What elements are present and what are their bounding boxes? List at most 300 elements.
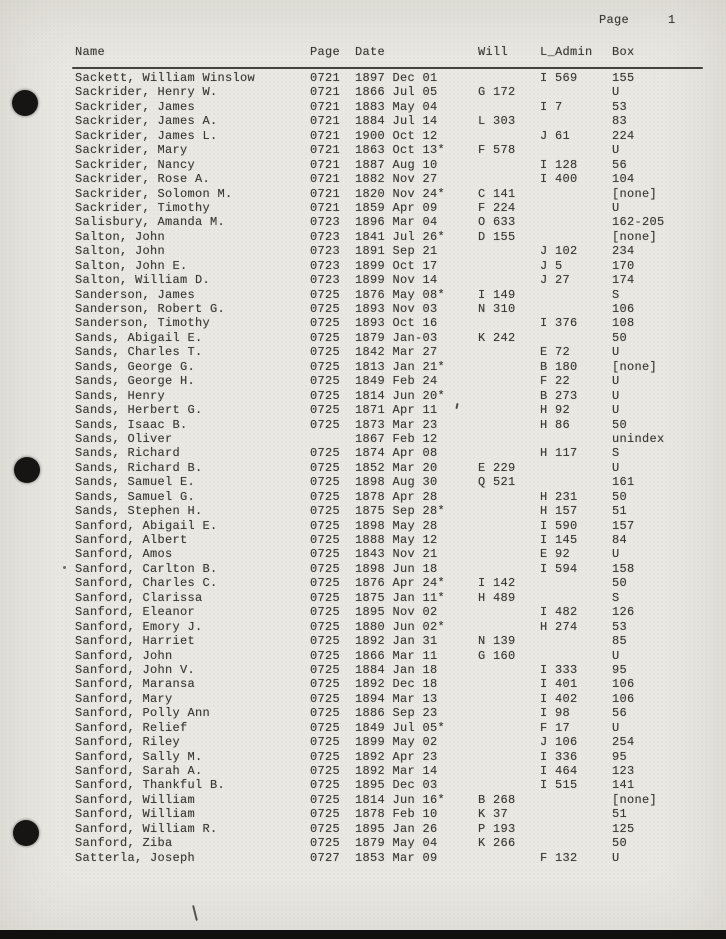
cell-will: F 224 [478, 200, 516, 215]
cell-will [478, 764, 540, 778]
cell-will [478, 360, 540, 374]
table-row [75, 244, 712, 258]
cell-box: 50 [612, 417, 628, 432]
cell-box: 84 [612, 533, 628, 547]
cell-date: 1898 Jun 18 [355, 561, 438, 576]
table-row [75, 793, 712, 807]
cell-name: Sands, George H. [75, 374, 196, 389]
cell-date: 1859 Apr 09 [355, 200, 438, 215]
page-label: Page [599, 13, 630, 27]
cell-name: Sackrider, Nancy [75, 157, 196, 172]
cell-date: 1814 Jun 16* [355, 792, 446, 807]
table-row [75, 215, 712, 229]
cell-date: 1878 Feb 10 [355, 807, 438, 822]
cell-page: 0725 [310, 706, 341, 721]
cell-will [478, 273, 540, 287]
cell-page: 0725 [310, 359, 341, 374]
cell-name: Sanford, Thankful B. [75, 778, 226, 793]
stray-pen-mark [192, 905, 198, 921]
cell-name: Sands, Charles T. [75, 345, 203, 360]
cell-page: 0725 [310, 807, 341, 822]
cell-page: 0723 [310, 244, 341, 259]
cell-box: 106 [612, 302, 635, 316]
cell-will [478, 418, 540, 432]
cell-admin: J 5 [540, 258, 563, 273]
cell-admin [540, 114, 612, 128]
cell-name: Sands, Samuel E. [75, 475, 196, 490]
table-row [75, 490, 712, 504]
table-row [75, 533, 712, 547]
cell-admin: H 117 [540, 446, 578, 461]
table-row [75, 706, 712, 720]
cell-page: 0725 [310, 460, 341, 475]
cell-page: 0725 [310, 302, 341, 316]
stray-ink-dot [63, 566, 66, 569]
table-row [75, 158, 712, 172]
table-row [75, 403, 712, 417]
cell-name: Sanford, John V. [75, 662, 196, 677]
table-row [75, 432, 712, 446]
cell-box: 106 [612, 691, 635, 706]
cell-date: 1863 Oct 13* [355, 143, 446, 158]
cell-will: N 139 [478, 634, 516, 649]
cell-name: Sands, George G. [75, 359, 196, 374]
table-row [75, 259, 712, 273]
cell-will: N 310 [478, 302, 516, 316]
cell-box: 126 [612, 605, 635, 620]
cell-box: 125 [612, 821, 635, 836]
table-row [75, 273, 712, 287]
cell-page: 0725 [310, 330, 341, 345]
cell-name: Sackrider, James [75, 99, 196, 114]
cell-date: 1895 Jan 26 [355, 821, 438, 836]
table-row [75, 851, 712, 865]
table-row [75, 822, 712, 836]
page-number: 1 [668, 13, 676, 27]
cell-page: 0725 [310, 403, 341, 418]
cell-page: 0727 [310, 850, 341, 865]
table-row [75, 302, 712, 316]
cell-admin: J 27 [540, 273, 571, 288]
cell-box: 224 [612, 128, 635, 143]
cell-name: Sackrider, Henry W. [75, 85, 218, 100]
cell-date: 1892 Dec 18 [355, 677, 438, 692]
cell-admin: I 128 [540, 157, 578, 172]
cell-box: 50 [612, 836, 628, 851]
cell-box: 56 [612, 157, 628, 172]
cell-page: 0725 [310, 691, 341, 706]
cell-page: 0721 [310, 99, 341, 114]
cell-will: L 303 [478, 114, 516, 129]
cell-will [478, 677, 540, 691]
cell-name: Sands, Stephen H. [75, 504, 203, 519]
cell-admin: E 72 [540, 345, 571, 360]
cell-page: 0721 [310, 128, 341, 143]
table-row [75, 591, 712, 605]
cell-date: 1814 Jun 20* [355, 388, 446, 403]
cell-admin: I 594 [540, 561, 578, 576]
cell-box: U [612, 720, 620, 735]
cell-date: 1895 Dec 03 [355, 778, 438, 793]
cell-date: 1896 Mar 04 [355, 215, 438, 230]
cell-date: 1892 Apr 23 [355, 749, 438, 764]
cell-name: Sands, Herbert G. [75, 403, 203, 418]
cell-admin: H 274 [540, 619, 578, 634]
cell-box: 50 [612, 330, 628, 345]
column-header-will: Will [478, 45, 509, 59]
cell-page: 0725 [310, 720, 341, 735]
cell-will [478, 778, 540, 792]
cell-box: 51 [612, 807, 628, 822]
cell-page: 0725 [310, 619, 341, 634]
cell-date: 1871 Apr 11 [355, 403, 438, 418]
cell-will: K 266 [478, 836, 516, 851]
cell-date: 1853 Mar 09 [355, 850, 438, 865]
cell-box: U [612, 85, 620, 100]
cell-will: K 37 [478, 807, 509, 822]
cell-will [478, 389, 540, 403]
cell-page: 0725 [310, 778, 341, 793]
cell-name: Sanford, Sarah A. [75, 764, 203, 778]
cell-box: U [612, 403, 620, 418]
cell-will [478, 519, 540, 533]
cell-box: 254 [612, 735, 635, 750]
cell-name: Sanderson, Timothy [75, 316, 211, 331]
cell-date: 1899 Nov 14 [355, 273, 438, 288]
cell-date: 1898 Aug 30 [355, 475, 438, 490]
table-row [75, 807, 712, 821]
cell-name: Sands, Richard B. [75, 460, 203, 475]
cell-date: 1876 May 08* [355, 287, 446, 302]
table-row [75, 504, 712, 518]
cell-will [478, 158, 540, 172]
cell-name: Salton, John [75, 244, 166, 259]
cell-will [478, 432, 540, 446]
cell-will [478, 71, 540, 85]
cell-name: Sands, Oliver [75, 431, 173, 446]
cell-page: 0725 [310, 287, 341, 302]
records-table-body [75, 71, 712, 865]
column-header-page: Page [310, 45, 341, 59]
cell-page: 0721 [310, 85, 341, 100]
hole-punch-icon [14, 457, 40, 483]
cell-box: U [612, 648, 620, 663]
cell-will: K 242 [478, 330, 516, 345]
cell-will [478, 259, 540, 273]
cell-will: D 155 [478, 229, 516, 244]
cell-page: 0725 [310, 518, 341, 533]
cell-page: 0725 [310, 677, 341, 692]
cell-page: 0725 [310, 345, 341, 360]
cell-name: Sands, Samuel G. [75, 489, 196, 504]
cell-date: 1888 May 12 [355, 533, 438, 547]
table-row [75, 721, 712, 735]
cell-admin: E 92 [540, 547, 571, 562]
cell-date: 1876 Apr 24* [355, 576, 446, 591]
cell-page: 0725 [310, 547, 341, 562]
cell-admin [540, 461, 612, 475]
hole-punch-icon [12, 90, 38, 116]
cell-page: 0721 [310, 114, 341, 129]
cell-admin: F 22 [540, 374, 571, 389]
cell-admin: I 464 [540, 764, 578, 778]
cell-date: 1892 Mar 14 [355, 764, 438, 778]
page-number-line [0, 13, 726, 28]
cell-date: 1898 May 28 [355, 518, 438, 533]
table-row [75, 389, 712, 403]
cell-will: F 578 [478, 143, 516, 158]
table-row [75, 114, 712, 128]
table-row [75, 71, 712, 85]
cell-date: 1884 Jul 14 [355, 114, 438, 129]
cell-admin [540, 591, 612, 605]
cell-admin [540, 85, 612, 99]
table-row [75, 764, 712, 778]
cell-name: Sanford, William [75, 792, 196, 807]
cell-will: C 141 [478, 186, 516, 201]
cell-box: 85 [612, 634, 628, 649]
cell-date: 1820 Nov 24* [355, 186, 446, 201]
cell-name: Sanford, Harriet [75, 634, 196, 649]
cell-box: [none] [612, 229, 658, 244]
cell-date: 1879 May 04 [355, 836, 438, 851]
cell-date: 1899 May 02 [355, 735, 438, 750]
table-row [75, 360, 712, 374]
cell-date: 1875 Sep 28* [355, 504, 446, 519]
cell-box: U [612, 200, 620, 215]
cell-page: 0725 [310, 821, 341, 836]
cell-will [478, 750, 540, 764]
table-row [75, 374, 712, 388]
cell-admin [540, 432, 612, 446]
cell-page: 0725 [310, 648, 341, 663]
cell-date: 1891 Sep 21 [355, 244, 438, 259]
cell-admin [540, 302, 612, 316]
table-row [75, 100, 712, 114]
table-row [75, 475, 712, 489]
cell-will [478, 403, 540, 417]
table-row [75, 331, 712, 345]
cell-box: 157 [612, 518, 635, 533]
cell-box: 104 [612, 172, 635, 187]
cell-page: 0725 [310, 533, 341, 547]
cell-name: Sanderson, James [75, 287, 196, 302]
cell-name: Salisbury, Amanda M. [75, 215, 226, 230]
cell-box: 170 [612, 258, 635, 273]
cell-will [478, 490, 540, 504]
cell-will [478, 721, 540, 735]
cell-admin: F 17 [540, 720, 571, 735]
cell-box: U [612, 460, 620, 475]
table-row [75, 735, 712, 749]
cell-page: 0725 [310, 316, 341, 331]
cell-name: Sanford, Polly Ann [75, 706, 211, 721]
cell-date: 1893 Nov 03 [355, 302, 438, 316]
cell-page: 0725 [310, 475, 341, 490]
cell-box: unindex [612, 431, 665, 446]
cell-name: Sanford, William [75, 807, 196, 822]
cell-name: Sanford, Mary [75, 691, 173, 706]
cell-will: Q 521 [478, 475, 516, 490]
cell-name: Sanford, Sally M. [75, 749, 203, 764]
cell-name: Sackett, William Winslow [75, 71, 256, 85]
cell-date: 1866 Mar 11 [355, 648, 438, 663]
table-row [75, 461, 712, 475]
cell-box: 83 [612, 114, 628, 129]
cell-box: 158 [612, 561, 635, 576]
cell-will: E 229 [478, 460, 516, 475]
cell-will [478, 605, 540, 619]
cell-date: 1887 Aug 10 [355, 157, 438, 172]
cell-box: 162-205 [612, 215, 665, 230]
cell-name: Sanford, John [75, 648, 173, 663]
cell-will [478, 374, 540, 388]
cell-date: 1879 Jan-03 [355, 330, 438, 345]
cell-date: 1878 Apr 28 [355, 489, 438, 504]
cell-box: U [612, 547, 620, 562]
cell-name: Sands, Henry [75, 388, 166, 403]
cell-page: 0725 [310, 388, 341, 403]
cell-box: [none] [612, 792, 658, 807]
cell-box: 234 [612, 244, 635, 259]
cell-page: 0723 [310, 273, 341, 288]
cell-admin: J 61 [540, 128, 571, 143]
cell-box: [none] [612, 186, 658, 201]
cell-date: 1892 Jan 31 [355, 634, 438, 649]
table-row [75, 620, 712, 634]
cell-admin: I 400 [540, 172, 578, 187]
scan-edge-bar [0, 930, 726, 939]
cell-box: [none] [612, 359, 658, 374]
cell-date: 1842 Mar 27 [355, 345, 438, 360]
cell-page: 0725 [310, 836, 341, 851]
cell-page: 0721 [310, 200, 341, 215]
cell-box: 155 [612, 71, 635, 85]
table-row [75, 677, 712, 691]
cell-will [478, 562, 540, 576]
cell-name: Sanford, Maransa [75, 677, 196, 692]
cell-admin [540, 576, 612, 590]
cell-page: 0725 [310, 764, 341, 778]
cell-name: Sanford, William R. [75, 821, 218, 836]
table-row [75, 836, 712, 850]
cell-will [478, 446, 540, 460]
cell-page: 0725 [310, 749, 341, 764]
cell-box: U [612, 374, 620, 389]
cell-admin: B 273 [540, 388, 578, 403]
cell-date: 1875 Jan 11* [355, 590, 446, 605]
cell-admin [540, 201, 612, 215]
cell-admin [540, 836, 612, 850]
cell-will: I 149 [478, 287, 516, 302]
cell-page: 0725 [310, 590, 341, 605]
cell-admin [540, 215, 612, 229]
cell-admin [540, 793, 612, 807]
table-row [75, 692, 712, 706]
table-row [75, 187, 712, 201]
cell-name: Satterla, Joseph [75, 850, 196, 865]
table-row [75, 649, 712, 663]
cell-name: Sackrider, Solomon M. [75, 186, 233, 201]
cell-name: Sanford, Clarissa [75, 590, 203, 605]
cell-name: Sands, Richard [75, 446, 181, 461]
cell-name: Sanderson, Robert G. [75, 302, 226, 316]
cell-admin: I 515 [540, 778, 578, 793]
cell-box: 161 [612, 475, 635, 490]
cell-admin [540, 143, 612, 157]
cell-admin: H 92 [540, 403, 571, 418]
cell-will: H 489 [478, 590, 516, 605]
cell-admin: J 106 [540, 735, 578, 750]
cell-date: 1841 Jul 26* [355, 229, 446, 244]
cell-admin [540, 649, 612, 663]
table-header-row [75, 45, 712, 59]
table-row [75, 85, 712, 99]
cell-admin [540, 634, 612, 648]
cell-admin [540, 230, 612, 244]
table-row [75, 143, 712, 157]
cell-box: 51 [612, 504, 628, 519]
cell-admin: I 590 [540, 518, 578, 533]
cell-page: 0725 [310, 735, 341, 750]
cell-admin: H 157 [540, 504, 578, 519]
cell-name: Sackrider, Rose A. [75, 172, 211, 187]
cell-name: Salton, William D. [75, 273, 211, 288]
cell-name: Salton, John [75, 229, 166, 244]
cell-name: Sanford, Albert [75, 533, 188, 547]
cell-date: 1899 Oct 17 [355, 258, 438, 273]
table-row [75, 201, 712, 215]
cell-will [478, 620, 540, 634]
table-row [75, 778, 712, 792]
cell-will [478, 129, 540, 143]
cell-name: Sanford, Charles C. [75, 576, 218, 591]
cell-name: Sands, Isaac B. [75, 417, 188, 432]
cell-page: 0725 [310, 605, 341, 620]
cell-admin [540, 807, 612, 821]
cell-name: Sackrider, Mary [75, 143, 188, 158]
cell-page [310, 432, 355, 446]
table-row [75, 288, 712, 302]
cell-date: 1886 Sep 23 [355, 706, 438, 721]
cell-admin [540, 475, 612, 489]
cell-box: U [612, 143, 620, 158]
cell-date: 1813 Jan 21* [355, 359, 446, 374]
cell-will: O 633 [478, 215, 516, 230]
cell-name: Sanford, Emory J. [75, 619, 203, 634]
cell-admin: H 86 [540, 417, 571, 432]
cell-date: 1884 Jan 18 [355, 662, 438, 677]
cell-date: 1894 Mar 13 [355, 691, 438, 706]
cell-admin: I 401 [540, 677, 578, 692]
cell-admin: I 333 [540, 662, 578, 677]
cell-page: 0725 [310, 374, 341, 389]
cell-date: 1880 Jun 02* [355, 619, 446, 634]
cell-admin: H 231 [540, 489, 578, 504]
table-row [75, 345, 712, 359]
table-row [75, 172, 712, 186]
column-header-box: Box [612, 45, 635, 59]
cell-date: 1897 Dec 01 [355, 71, 438, 85]
cell-page: 0723 [310, 258, 341, 273]
cell-admin [540, 187, 612, 201]
cell-page: 0721 [310, 186, 341, 201]
cell-page: 0725 [310, 662, 341, 677]
table-row [75, 605, 712, 619]
cell-date: 1895 Nov 02 [355, 605, 438, 620]
table-row [75, 446, 712, 460]
cell-box: 141 [612, 778, 635, 793]
